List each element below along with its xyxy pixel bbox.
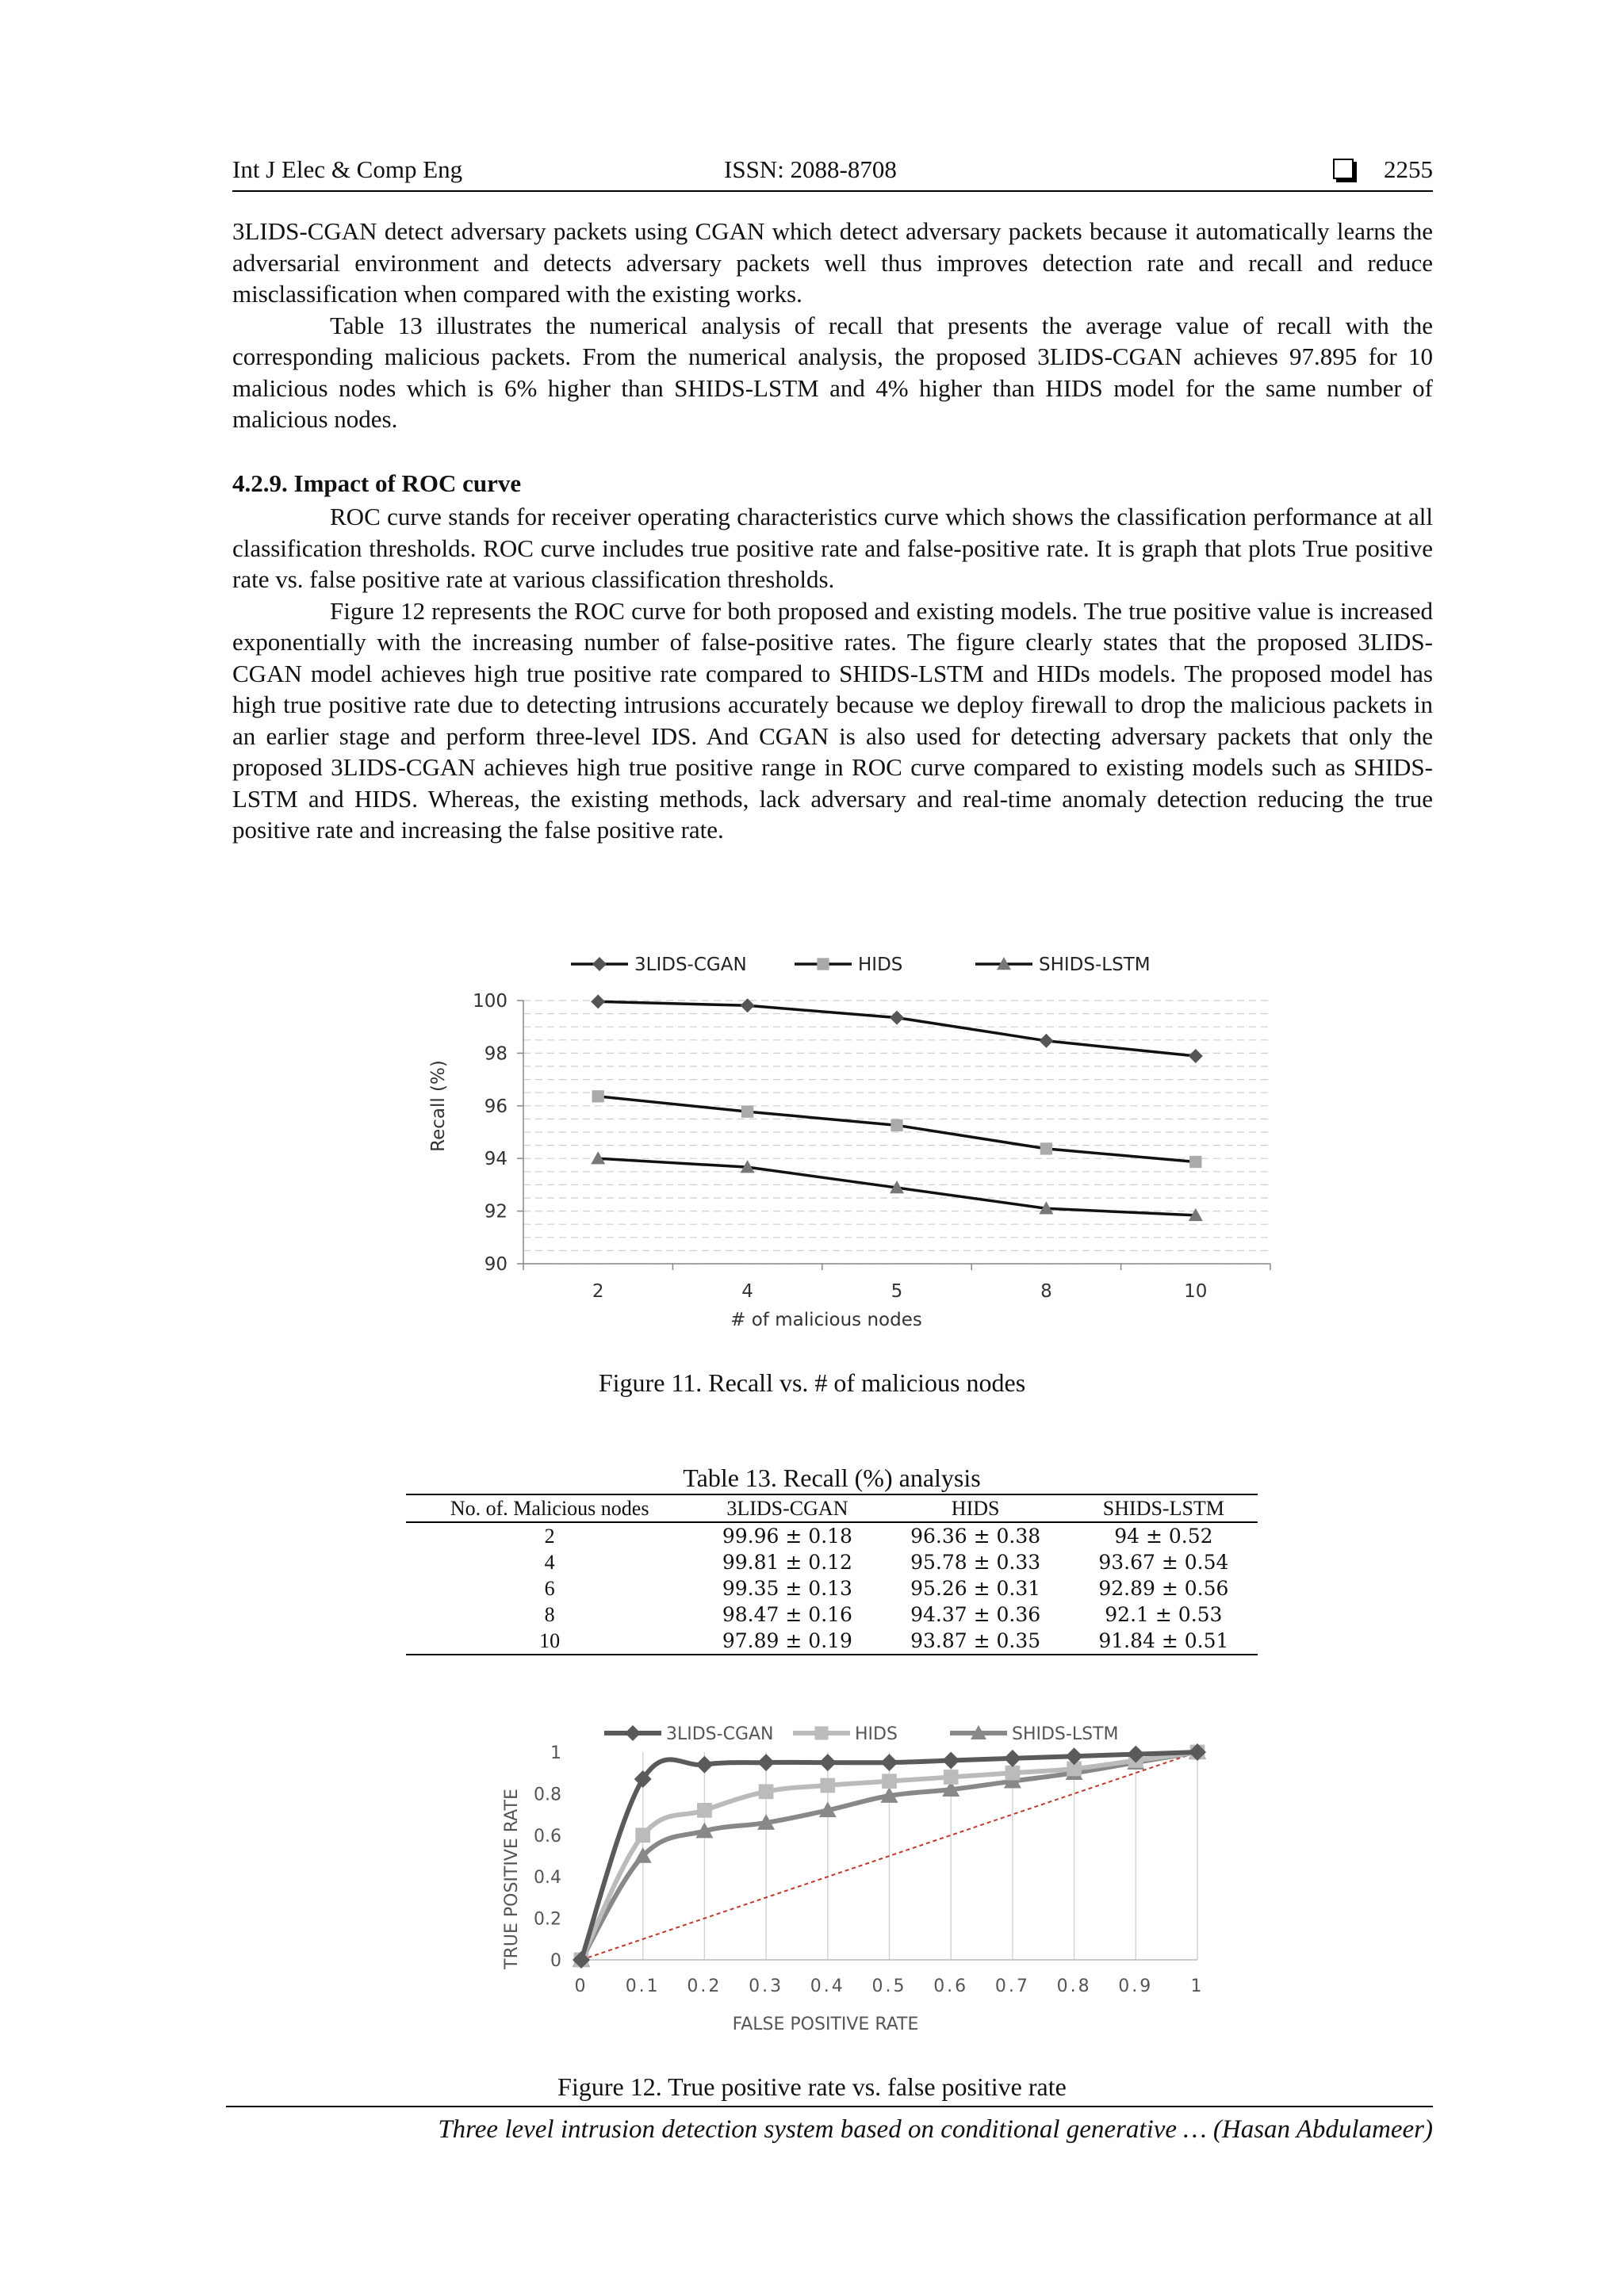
x-tick-label: 0.8	[1056, 1976, 1092, 1996]
page-footer	[226, 2106, 1433, 2145]
x-tick-label: 0.4	[810, 1976, 845, 1996]
x-tick-label: 1	[1190, 1976, 1205, 1996]
table-cell: 99.96 ± 0.18	[722, 1525, 852, 1548]
data-point	[697, 1803, 712, 1818]
x-tick-label: 0.9	[1118, 1976, 1154, 1996]
x-tick-label: 2	[592, 1281, 604, 1302]
table-cell: 98.47 ± 0.16	[722, 1603, 852, 1626]
table-cell: 95.78 ± 0.33	[910, 1551, 1041, 1574]
legend-label: HIDS	[855, 1724, 898, 1744]
col-header-nodes: No. of. Malicious nodes	[450, 1496, 649, 1520]
col-header-3lids-cgan: 3LIDS-CGAN	[726, 1496, 848, 1520]
x-tick-label: 5	[891, 1281, 903, 1302]
y-tick-label: 94	[484, 1149, 508, 1170]
x-tick-label: 0.1	[625, 1976, 661, 1996]
roc-chart-grid	[643, 1752, 1197, 1960]
figure-11-caption: Figure 11. Recall vs. # of malicious nodes	[598, 1368, 1026, 1397]
table-cell: 92.1 ± 0.53	[1105, 1603, 1223, 1626]
y-tick-label: 0	[550, 1951, 561, 1971]
col-header-shids-lstm: SHIDS-LSTM	[1102, 1496, 1224, 1520]
y-tick-label: 100	[473, 991, 508, 1012]
table-cell: 8	[544, 1602, 555, 1626]
legend-label: SHIDS-LSTM	[1012, 1724, 1119, 1744]
y-tick-label: 92	[484, 1201, 508, 1223]
running-title: Three level intrusion detection system based on conditional generative … (Hasan Abdulameer)	[438, 2115, 1433, 2144]
y-tick-label: 0.2	[534, 1909, 561, 1930]
legend-marker	[625, 1725, 641, 1741]
figure-12-caption: Figure 12. True positive rate vs. false positive rate	[557, 2072, 1067, 2101]
section-heading: 4.2.9. Impact of ROC curve	[232, 469, 522, 497]
table-cell: 92.89 ± 0.56	[1098, 1577, 1229, 1600]
y-tick-label: 0.6	[534, 1826, 561, 1846]
x-tick-label: 0.3	[749, 1976, 784, 1996]
x-tick-label: 0.5	[871, 1976, 907, 1996]
table-cell: 99.35 ± 0.13	[722, 1577, 852, 1600]
table-cell: 91.84 ± 0.51	[1098, 1629, 1229, 1652]
data-point	[1005, 1766, 1021, 1781]
y-tick-label: 96	[484, 1096, 508, 1117]
table-cell: 94 ± 0.52	[1114, 1525, 1213, 1548]
table-cell: 93.67 ± 0.54	[1098, 1551, 1229, 1574]
roc-chart-ylabel: TRUE POSITIVE RATE	[502, 1789, 522, 1969]
legend-label: 3LIDS-CGAN	[634, 955, 747, 975]
x-tick-label: 0.6	[933, 1976, 969, 1996]
col-header-hids: HIDS	[951, 1496, 1000, 1520]
x-tick-label: 0.7	[994, 1976, 1030, 1996]
page-number: 2255	[1384, 155, 1433, 183]
data-point	[882, 1774, 897, 1789]
paragraph-2: Table 13 illustrates the numerical analysis of recall that presents the average value of recall with the corresponding malicious packets. From the numerical analysis, the proposed 3LIDS-CGAN achieves 97.895 for 10 malicious nodes which is 6% higher than SHIDS-LSTM and 4% higher than HIDS model for the same number of malicious nodes.	[232, 311, 1433, 433]
table-cell: 4	[544, 1550, 555, 1574]
x-tick-label: 0	[574, 1976, 588, 1996]
data-point	[881, 1754, 898, 1771]
paragraph-3: ROC curve stands for receiver operating characteristics curve which shows the classification performance at all classification thresholds. ROC curve includes true positive rate and false-positive rate. It is graph that plots True positive rate vs. false positive rate at various classification thresholds.	[232, 503, 1433, 593]
journal-name: Int J Elec & Comp Eng	[232, 155, 463, 183]
data-point	[695, 1756, 713, 1774]
data-point	[944, 1770, 959, 1785]
data-point	[820, 1778, 835, 1793]
y-tick-label: 90	[484, 1254, 508, 1275]
data-point	[635, 1827, 650, 1843]
recall-chart-xlabel: # of malicious nodes	[730, 1310, 922, 1330]
paragraph-1: 3LIDS-CGAN detect adversary packets using CGAN which detect adversary packets because it automatically learns the adversarial environment and detects adversary packets well thus improves detection rate and recall and reduce misclassification when compared with the existing works.	[232, 217, 1433, 308]
issn: ISSN: 2088-8708	[724, 155, 897, 183]
paragraph-4: Figure 12 represents the ROC curve for both proposed and existing models. The true positive value is increased exponentially with the increasing number of false-positive rates. The figure clearly states that the proposed 3LIDS-CGAN model achieves high true positive rate compared to SHIDS-LSTM and HIDs models. The proposed model has high true positive rate due to detecting intrusions accurately because we deploy firewall to drop the malicious packets in an earlier stage and perform three-level IDS. And CGAN is also used for detecting adversary packets that only the proposed 3LIDS-CGAN achieves high true positive range in ROC curve compared to existing models such as SHIDS-LSTM and HIDS. Whereas, the existing methods, lack adversary and real-time anomaly detection reducing the true positive rate and increasing the false positive rate.	[232, 596, 1433, 844]
y-tick-label: 0.4	[534, 1868, 561, 1888]
table-cell: 96.36 ± 0.38	[910, 1525, 1041, 1548]
roc-chart-xlabel: FALSE POSITIVE RATE	[732, 2015, 919, 2034]
data-point	[942, 1751, 959, 1769]
y-tick-label: 0.8	[534, 1785, 561, 1805]
y-tick-label: 98	[484, 1043, 508, 1065]
x-tick-label: 8	[1040, 1281, 1052, 1302]
table-cell: 99.81 ± 0.12	[722, 1551, 852, 1574]
y-tick-label: 1	[550, 1743, 561, 1763]
table-cell: 97.89 ± 0.19	[722, 1629, 852, 1652]
legend-label: SHIDS-LSTM	[1039, 955, 1151, 975]
recall-chart-ylabel: Recall (%)	[428, 1060, 449, 1152]
table-cell: 93.87 ± 0.35	[910, 1629, 1041, 1652]
x-tick-label: 4	[741, 1281, 753, 1302]
x-tick-label: 0.2	[687, 1976, 722, 1996]
x-tick-label: 10	[1184, 1281, 1208, 1302]
legend-label: HIDS	[858, 955, 903, 975]
roc-chart-legend	[604, 1724, 1118, 1744]
table-cell: 6	[544, 1576, 555, 1600]
table-13-title: Table 13. Recall (%) analysis	[683, 1464, 981, 1492]
table-cell: 95.26 ± 0.31	[910, 1577, 1041, 1600]
table-cell: 2	[544, 1524, 555, 1548]
data-point	[819, 1754, 837, 1771]
table-cell: 10	[539, 1628, 561, 1652]
legend-label: 3LIDS-CGAN	[666, 1724, 774, 1744]
data-point	[1004, 1750, 1021, 1767]
table-cell: 94.37 ± 0.36	[910, 1603, 1041, 1626]
data-point	[757, 1754, 775, 1771]
legend-marker	[815, 1727, 829, 1740]
data-point	[759, 1784, 774, 1799]
